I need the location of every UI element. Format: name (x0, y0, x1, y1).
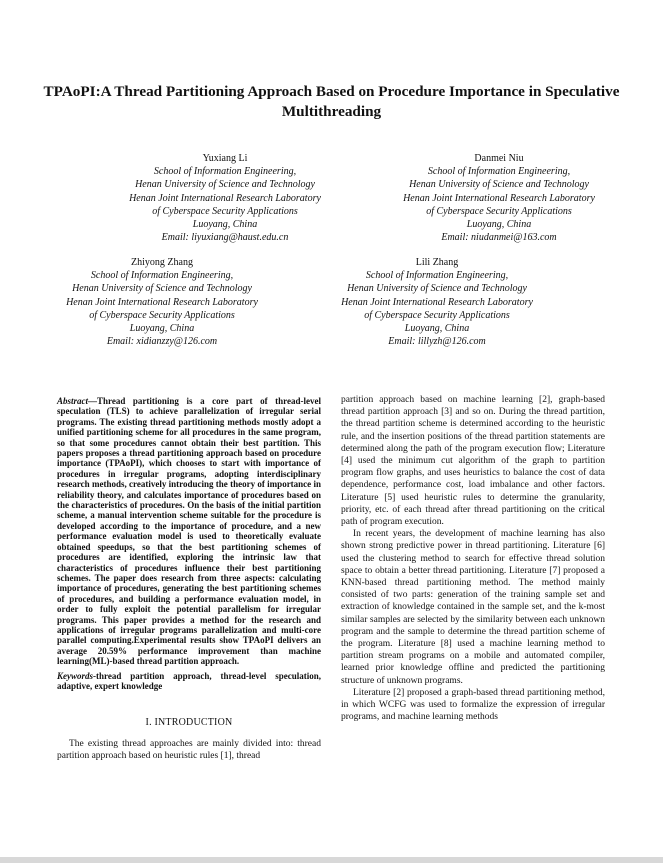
author-affiliation-line: Henan Joint International Research Laboratory (129, 192, 321, 204)
author-affiliation-line: Henan University of Science and Technology (72, 283, 252, 295)
intro-paragraph-1-start: The existing thread approaches are mainly divided into: thread partition approach based on heuristic rules [1], thread (57, 738, 321, 761)
author-affiliation-line: School of Information Engineering, (427, 166, 571, 178)
author-affiliation-line: Henan Joint International Research Laboratory (66, 296, 258, 308)
author-email: Email: lillyzh@126.com (388, 336, 486, 348)
abstract-label: Abstract (57, 396, 89, 406)
author-city: Luoyang, China (192, 219, 258, 231)
author-affiliation-line: Henan University of Science and Technology (347, 283, 527, 295)
author-affiliation-line: of Cyberspace Security Applications (89, 309, 235, 321)
author-name: Lili Zhang (415, 257, 459, 268)
keywords-label: Keywords (57, 670, 93, 681)
section-heading-introduction: I. INTRODUCTION (145, 717, 233, 729)
author-affiliation-line: Henan Joint International Research Laboratory (403, 192, 595, 204)
author-block-1 (106, 152, 344, 244)
author-city: Luoyang, China (404, 323, 470, 335)
abstract-text: —Thread partitioning is a core part of thread-level speculation (TLS) to achieve parallelization of irregular serial programs. The existing thread partitioning methods mostly adopt a unified partitioning scheme for all procedures in the same program, so that some procedures cannot obtain their best partition. This papers proposes a thread partitioning approach based on procedure importance (TPAoPI), which chooses to start with importance of procedures in irregular programs, adopting interdisciplinary research methods, creatively introducing the theory of importance in reliability theory, and calculates importance of procedures based on the characteristics of procedures. On the basis of the initial partition scheme, a manual intervention scheme suitable for the procedure is developed according to the importance of procedure, and a new performance evaluation model is used to theoretically evaluate obtained speedups, so that the best partitioning schemes of procedures are identified, exploring the intrinsic law that characteristics of procedures influence their best partitioning schemes. The paper does research from three aspects: calculating importance of procedures, generating the best partitioning schemes of procedures, and building a performance evaluation model, in order to fully exploit the potential parallelism for irregular programs. This paper provides a method for the research and applications of irregular programs parallelization and multi-core parallel computing.Experimental results show TPAoPI delivers an average 20.59% performance improvement than machine learning(ML)-based thread partition approach. (57, 396, 321, 667)
author-email: Email: xidianzzy@126.com (106, 336, 218, 348)
author-affiliation-line: School of Information Engineering, (365, 270, 509, 282)
author-name: Zhiyong Zhang (131, 257, 193, 268)
author-block-3 (43, 256, 281, 348)
right-column (341, 394, 605, 723)
page-bottom-edge (0, 857, 663, 863)
author-affiliation-line: Henan University of Science and Technology (409, 179, 589, 191)
author-affiliation-line: of Cyberspace Security Applications (364, 309, 510, 321)
keywords (57, 671, 321, 692)
author-city: Luoyang, China (129, 323, 195, 335)
intro-paragraph-1-continued: partition approach based on machine learning [2], graph-based thread partition approach [3] and so on. During the thread partition, the thread partition scheme is determined according to the heuristic rule, and the insertion positions of the thread partition statements are determined along the path of the program execution flow; Literature [4] used the minimum cut algorithm of the graph to partition program flow graphs, and uses heuristics to balance the cost of data dependence, performance cost, load imbalance and other factors. Literature [5] used heuristic rules to determine the granularity, priority, etc. of each thread after thread partitioning on the critical path of program execution. (341, 395, 605, 528)
author-name: Yuxiang Li (202, 153, 248, 164)
author-affiliation-line: of Cyberspace Security Applications (152, 205, 298, 217)
paper-title: TPAoPI:A Thread Partitioning Approach Based on Procedure Importance in Speculative Multithreading (43, 83, 620, 120)
author-affiliation-line: Henan Joint International Research Laboratory (341, 296, 533, 308)
intro-paragraph-2: In recent years, the development of machine learning has also shown strong predictive power in thread partitioning. Literature [6] used the clustering method to search for effective thread solution space to obtain a better thread partitioning. Literature [7] proposed a KNN-based thread partitioning method. The method mainly consisted of two parts: generation of the training sample set and extraction of knowledge contained in the sample set, and the k-most similar samples are selected by the similarity between each unknown program and the sample to determine the thread partition scheme of the program. Literature [8] used a machine learning method to partition stream programs on a mobile and automated compiler, learned prior knowledge offline and predicted the partitioning structure of unknown programs. (341, 529, 605, 686)
author-city: Luoyang, China (466, 219, 532, 231)
author-block-2 (380, 152, 618, 244)
author-affiliation-line: Henan University of Science and Technology (135, 179, 315, 191)
author-block-4 (318, 256, 556, 348)
author-email: Email: niudanmei@163.com (441, 232, 557, 244)
author-name: Danmei Niu (474, 153, 524, 164)
intro-paragraph-3: Literature [2] proposed a graph-based thread partitioning method, in which WCFG was used to formalize the expression of irregular programs, and machine learning methods (341, 687, 605, 723)
author-affiliation-line: School of Information Engineering, (90, 270, 234, 282)
left-column (57, 396, 321, 762)
author-affiliation-line: School of Information Engineering, (153, 166, 297, 178)
author-affiliation-line: of Cyberspace Security Applications (426, 205, 572, 217)
keywords-text: -thread partition approach, thread-level speculation, adaptive, expert knowledge (57, 670, 321, 691)
author-email: Email: liyuxiang@haust.edu.cn (161, 232, 289, 244)
abstract (57, 396, 321, 667)
